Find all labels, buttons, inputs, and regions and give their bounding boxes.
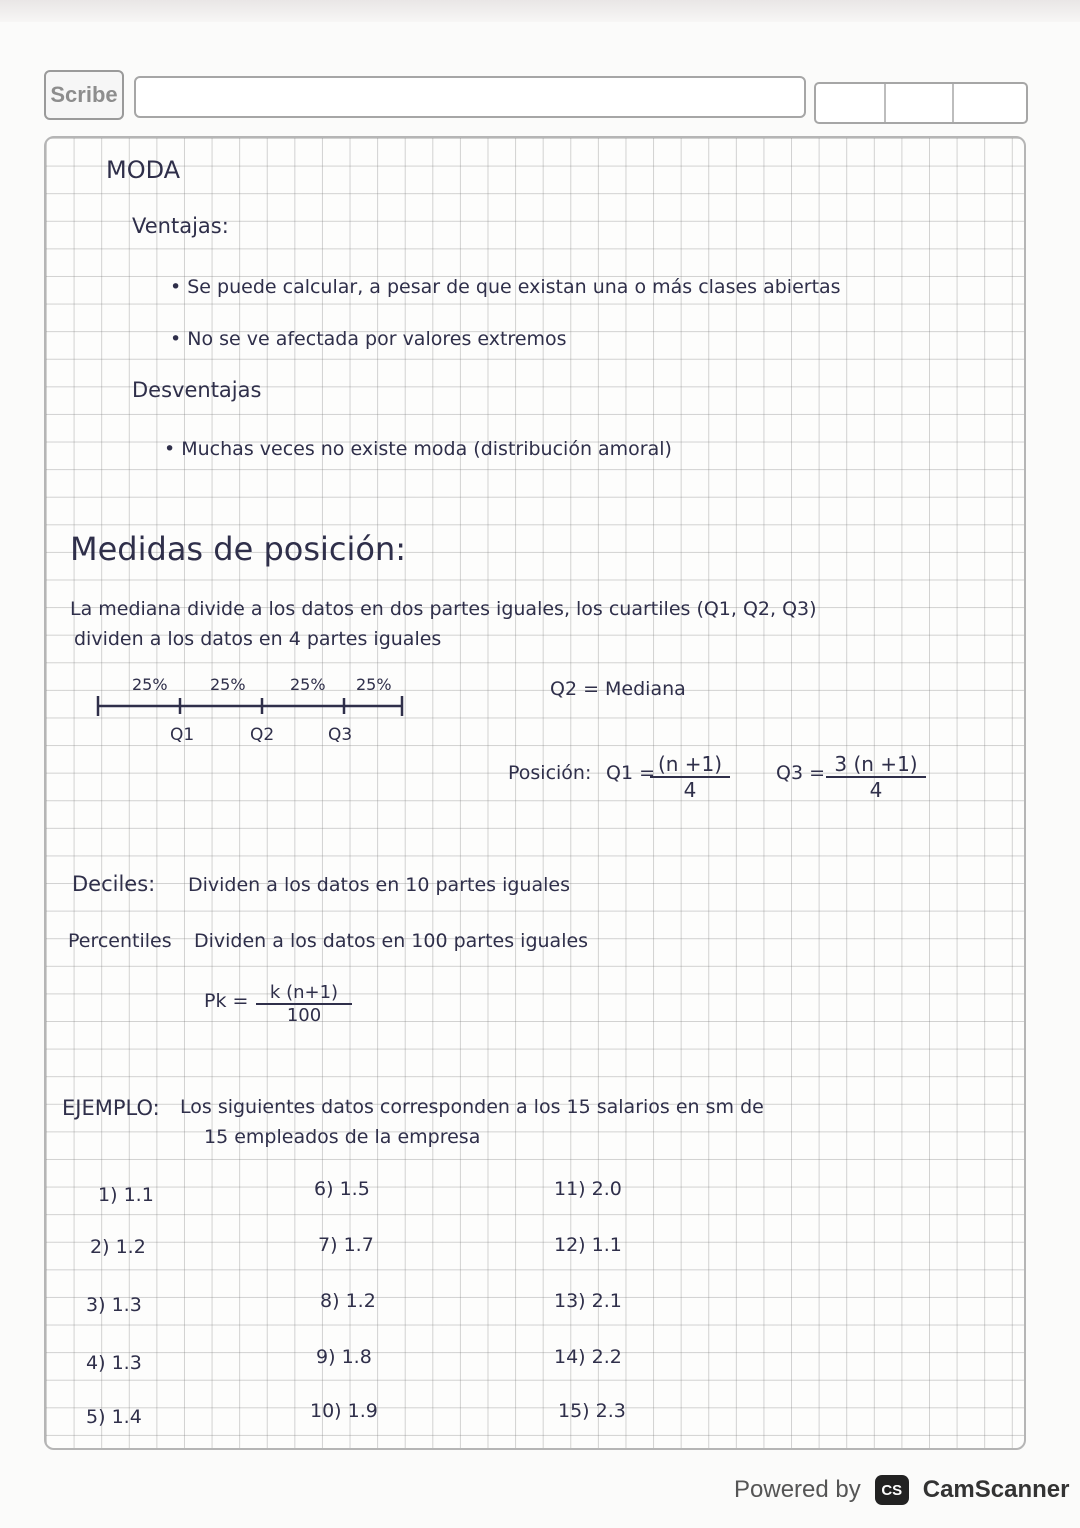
ventaja-item: • No se ve afectada por valores extremos: [170, 328, 567, 350]
item-value: 1.2: [115, 1236, 146, 1258]
item-value: 2.1: [591, 1290, 622, 1312]
q1-fraction: [650, 752, 730, 802]
camscanner-watermark: [734, 1470, 1069, 1510]
q2-note: Q2 = Mediana: [550, 678, 686, 700]
powered-by-text: Powered by: [734, 1476, 861, 1503]
ventaja-text: Se puede calcular, a pesar de que existan una o más clases abiertas: [187, 276, 841, 298]
item-value: 1.3: [111, 1294, 142, 1316]
scribe-logo: Scribe: [44, 70, 124, 120]
q3-lhs: Q3 =: [776, 762, 826, 784]
item-value: 2.0: [591, 1178, 622, 1200]
list-item: [310, 1400, 378, 1422]
item-number: 2): [90, 1236, 110, 1258]
position-label: Posición:: [508, 762, 592, 784]
q3-denominator: 4: [869, 778, 883, 802]
item-value: 1.9: [347, 1400, 378, 1422]
item-value: 1.5: [339, 1178, 370, 1200]
segment-label: 25%: [132, 675, 168, 694]
percentile-numerator: k (n+1): [256, 982, 352, 1005]
quartile-diagram: [92, 668, 432, 778]
item-value: 1.7: [343, 1234, 374, 1256]
item-number: 5): [86, 1406, 106, 1428]
deciles-text: Dividen a los datos en 10 partes iguales: [188, 874, 570, 896]
item-value: 2.3: [595, 1400, 626, 1422]
posicion-line1: La mediana divide a los datos en dos partes iguales, los cuartiles (Q1, Q2, Q3): [70, 598, 817, 620]
desventaja-text: Muchas veces no existe moda (distribución amoral): [181, 438, 672, 460]
item-number: 6): [314, 1178, 334, 1200]
notebook-header: [44, 68, 1026, 120]
item-number: 12): [554, 1234, 586, 1256]
ventajas-label: Ventajas:: [132, 214, 229, 238]
item-value: 1.2: [345, 1290, 376, 1312]
item-number: 14): [554, 1346, 586, 1368]
date-divider: [884, 84, 886, 122]
list-item: [554, 1346, 622, 1368]
item-number: 15): [558, 1400, 590, 1422]
ejemplo-line1: Los siguientes datos corresponden a los 15 salarios en sm de: [180, 1096, 764, 1118]
item-value: 1.8: [341, 1346, 372, 1368]
q1-lhs: Q1 =: [606, 762, 656, 784]
item-value: 2.2: [591, 1346, 622, 1368]
camscanner-logo-icon: CS: [875, 1475, 909, 1505]
list-item: [314, 1178, 370, 1200]
ventaja-item: • Se puede calcular, a pesar de que existan una o más clases abiertas: [170, 276, 841, 298]
item-number: 10): [310, 1400, 342, 1422]
item-number: 11): [554, 1178, 586, 1200]
item-number: 8): [320, 1290, 340, 1312]
segment-label: 25%: [356, 675, 392, 694]
list-item: [318, 1234, 374, 1256]
deciles-label: Deciles:: [72, 872, 156, 896]
list-item: [316, 1346, 372, 1368]
item-value: 1.1: [123, 1184, 154, 1206]
segment-label: 25%: [210, 675, 246, 694]
quartile-mark: Q1: [170, 725, 195, 745]
list-item: [320, 1290, 376, 1312]
item-number: 13): [554, 1290, 586, 1312]
posicion-title: Medidas de posición:: [70, 530, 407, 568]
item-number: 3): [86, 1294, 106, 1316]
item-value: 1.4: [111, 1406, 142, 1428]
item-value: 1.3: [111, 1352, 142, 1374]
q3-numerator: 3 (n +1): [826, 752, 926, 778]
list-item: [554, 1234, 622, 1256]
item-number: 1): [98, 1184, 118, 1206]
grid-paper: [44, 136, 1026, 1450]
quartile-mark: Q3: [328, 725, 353, 745]
percentile-denominator: 100: [286, 1005, 322, 1026]
list-item: [98, 1184, 154, 1206]
q1-numerator: (n +1): [650, 752, 730, 778]
desventaja-item: • Muchas veces no existe moda (distribución amoral): [164, 438, 672, 460]
item-number: 7): [318, 1234, 338, 1256]
percentiles-label: Percentiles: [68, 930, 172, 952]
list-item: [90, 1236, 146, 1258]
camscanner-brand: CamScanner: [922, 1476, 1070, 1503]
list-item: [554, 1178, 622, 1200]
percentile-fraction: [256, 982, 352, 1026]
title-box: [134, 76, 806, 118]
item-number: 4): [86, 1352, 106, 1374]
percentiles-text: Dividen a los datos en 100 partes iguales: [194, 930, 589, 952]
date-box: [814, 82, 1028, 124]
q1-denominator: 4: [683, 778, 697, 802]
quartile-mark: Q2: [250, 725, 275, 745]
list-item: [554, 1290, 622, 1312]
percentile-lhs: Pk =: [204, 990, 249, 1012]
moda-title: MODA: [106, 156, 181, 184]
item-number: 9): [316, 1346, 336, 1368]
list-item: [86, 1294, 142, 1316]
q3-fraction: [826, 752, 926, 802]
date-divider: [952, 84, 954, 122]
segment-label: 25%: [290, 675, 326, 694]
list-item: [86, 1352, 142, 1374]
item-value: 1.1: [591, 1234, 622, 1256]
ejemplo-label: EJEMPLO:: [62, 1096, 160, 1120]
ventaja-text: No se ve afectada por valores extremos: [187, 328, 567, 350]
list-item: [86, 1406, 142, 1428]
ejemplo-line2: 15 empleados de la empresa: [204, 1126, 481, 1148]
desventajas-label: Desventajas: [132, 378, 262, 402]
scan-edge: [0, 0, 1080, 22]
list-item: [558, 1400, 626, 1422]
posicion-line2: dividen a los datos en 4 partes iguales: [74, 628, 442, 650]
